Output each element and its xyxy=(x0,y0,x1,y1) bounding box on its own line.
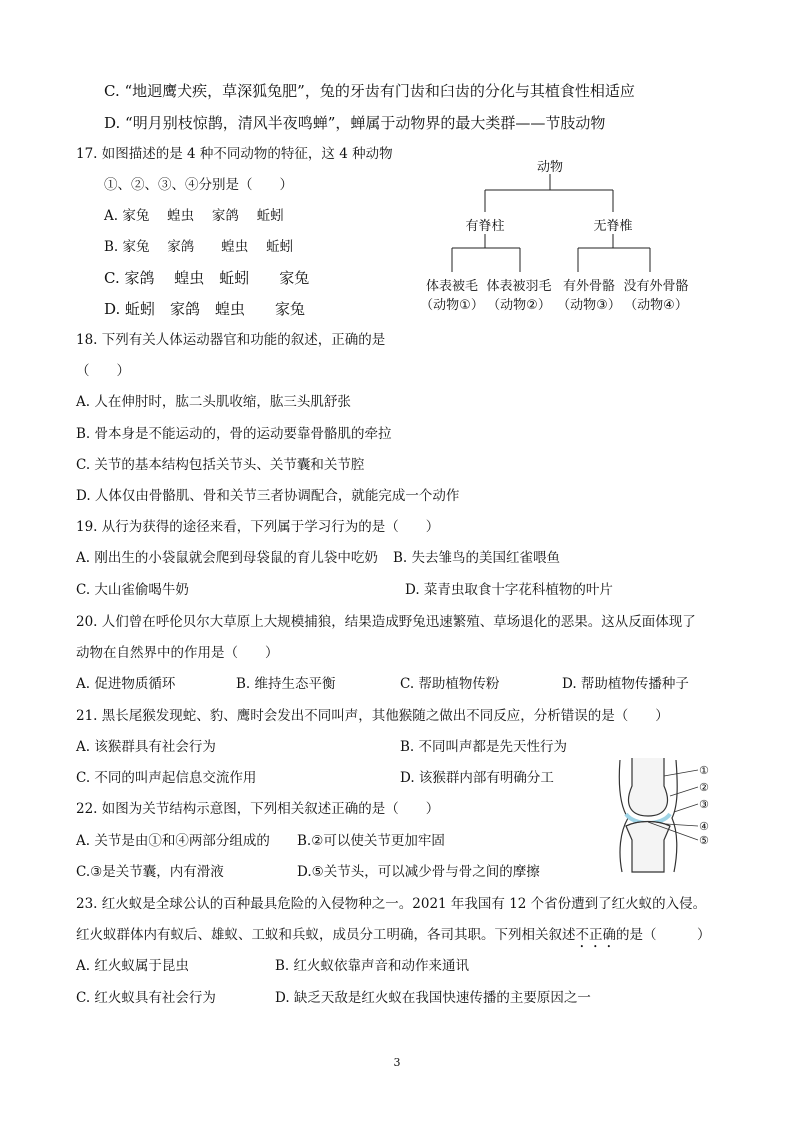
tree-leaf-3-trait: 有外骨骼 xyxy=(562,279,615,294)
tree-leaf-3 xyxy=(553,275,625,313)
tree-leaf-1-label: （动物①） xyxy=(420,298,484,313)
q20-option-a: A. 促进物质循环 xyxy=(76,676,176,692)
joint-label-4: ④ xyxy=(699,820,709,833)
q17-option-d: D. 蚯蚓 家鸽 蝗虫 家兔 xyxy=(104,300,306,318)
tree-leaf-1 xyxy=(416,275,488,313)
q21-option-a: A. 该猴群具有社会行为 xyxy=(76,739,216,755)
q19-stem: 19. 从行为获得的途径来看，下列属于学习行为的是（ ） xyxy=(76,519,440,535)
q19-option-d: D. 菜青虫取食十字花科植物的叶片 xyxy=(405,582,613,598)
q18-option-c: C. 关节的基本结构包括关节头、关节囊和关节腔 xyxy=(76,457,365,473)
q19-option-b: B. 失去雏鸟的美国红雀喂鱼 xyxy=(393,550,561,566)
q23-option-b: B. 红火蚁依靠声音和动作来通讯 xyxy=(275,958,470,974)
q19-option-c: C. 大山雀偷喝牛奶 xyxy=(76,582,189,598)
tree-root-animal: 动物 xyxy=(536,160,563,175)
q16-option-d: D. “明月别枝惊鹊，清风半夜鸣蝉”，蝉属于动物界的最大类群——节肢动物 xyxy=(104,114,606,132)
q18-stem: 18. 下列有关人体运动器官和功能的叙述，正确的是 xyxy=(76,332,386,348)
q17-stem-line2: ①、②、③、④分别是（ ） xyxy=(104,177,293,193)
q23-stem-part1: 红火蚁群体内有蚁后、雄蚁、工蚁和兵蚁，成员分工明确，各司其职。下列相关叙述 xyxy=(76,927,576,943)
q20-stem-line1: 20. 人们曾在呼伦贝尔大草原上大规模捕狼，结果造成野兔迅速繁殖、草场退化的恶果。这从反面体现了 xyxy=(76,614,696,630)
joint-structure-diagram xyxy=(608,756,718,874)
q21-option-d: D. 该猴群内部有明确分工 xyxy=(400,770,554,786)
tree-leaf-2-label: （动物②） xyxy=(487,298,551,313)
tree-leaf-2 xyxy=(483,275,555,313)
tree-leaf-4 xyxy=(616,275,696,313)
joint-label-1: ① xyxy=(699,764,709,777)
q23-emphasis-not-correct: 不正确 xyxy=(575,927,616,943)
q20-option-d: D. 帮助植物传播种子 xyxy=(562,676,689,692)
q21-option-b: B. 不同叫声都是先天性行为 xyxy=(400,739,568,755)
q18-paren: （ ） xyxy=(76,363,130,379)
q18-option-a: A. 人在伸肘时，肱二头肌收缩，肱三头肌舒张 xyxy=(76,394,351,410)
q17-stem-line1: 17. 如图描述的是 4 种不同动物的特征，这 4 种动物 xyxy=(76,146,393,162)
q22-option-a: A. 关节是由①和④两部分组成的 xyxy=(76,833,270,849)
tree-leaf-1-trait: 体表被毛 xyxy=(425,279,478,294)
q19-option-a: A. 刚出生的小袋鼠就会爬到母袋鼠的育儿袋中吃奶 xyxy=(76,550,378,566)
tree-node-invertebrate: 无脊椎 xyxy=(593,219,633,234)
q22-option-b: B.②可以使关节更加牢固 xyxy=(297,833,445,849)
q21-stem: 21. 黑长尾猴发现蛇、豹、鹰时会发出不同叫声，其他猴随之做出不同反应，分析错误的是（ ） xyxy=(76,708,669,724)
tree-leaf-2-trait: 体表被羽毛 xyxy=(486,279,552,294)
q16-option-c: C. “地迥鹰犬疾，草深狐兔肥”，兔的牙齿有门齿和臼齿的分化与其植食性相适应 xyxy=(104,82,635,100)
q23-stem-line1: 23. 红火蚁是全球公认的百种最具危险的入侵物种之一。2021 年我国有 12 个省份遭到了红火蚁的入侵。 xyxy=(76,896,707,912)
joint-label-3: ③ xyxy=(699,798,709,811)
q22-option-c: C.③是关节囊，内有滑液 xyxy=(76,864,224,880)
q20-option-c: C. 帮助植物传粉 xyxy=(400,676,500,692)
q20-option-b: B. 维持生态平衡 xyxy=(236,676,336,692)
tree-leaf-4-trait: 没有外骨骼 xyxy=(623,279,689,294)
q18-option-b: B. 骨本身是不能运动的，骨的运动要靠骨骼肌的牵拉 xyxy=(76,426,392,442)
q17-option-b: B. 家兔 家鸽 蝗虫 蚯蚓 xyxy=(104,239,294,255)
tree-leaf-3-label: （动物③） xyxy=(557,298,621,313)
q17-option-a: A. 家兔 蝗虫 家鸽 蚯蚓 xyxy=(104,208,284,224)
tree-leaf-4-label: （动物④） xyxy=(624,298,688,313)
joint-label-5: ⑤ xyxy=(699,834,709,847)
q23-option-a: A. 红火蚁属于昆虫 xyxy=(76,958,189,974)
q23-stem-line2 xyxy=(76,926,711,951)
q17-option-c: C. 家鸽 蝗虫 蚯蚓 家兔 xyxy=(104,269,310,287)
q18-option-d: D. 人体仅由骨骼肌、骨和关节三者协调配合，就能完成一个动作 xyxy=(76,488,460,504)
q22-option-d: D.⑤关节头，可以减少骨与骨之间的摩擦 xyxy=(297,864,540,880)
q21-option-c: C. 不同的叫声起信息交流作用 xyxy=(76,770,257,786)
q23-option-d: D. 缺乏天敌是红火蚁在我国快速传播的主要原因之一 xyxy=(275,990,591,1006)
q23-stem-part3: 的是（ ） xyxy=(616,927,711,943)
q22-stem: 22. 如图为关节结构示意图，下列相关叙述正确的是（ ） xyxy=(76,801,440,817)
q23-option-c: C. 红火蚁具有社会行为 xyxy=(76,990,216,1006)
page-number: 3 xyxy=(393,1056,401,1069)
tree-node-vertebrate: 有脊柱 xyxy=(465,219,505,234)
q20-stem-line2: 动物在自然界中的作用是（ ） xyxy=(76,645,279,661)
joint-label-2: ② xyxy=(699,781,709,794)
